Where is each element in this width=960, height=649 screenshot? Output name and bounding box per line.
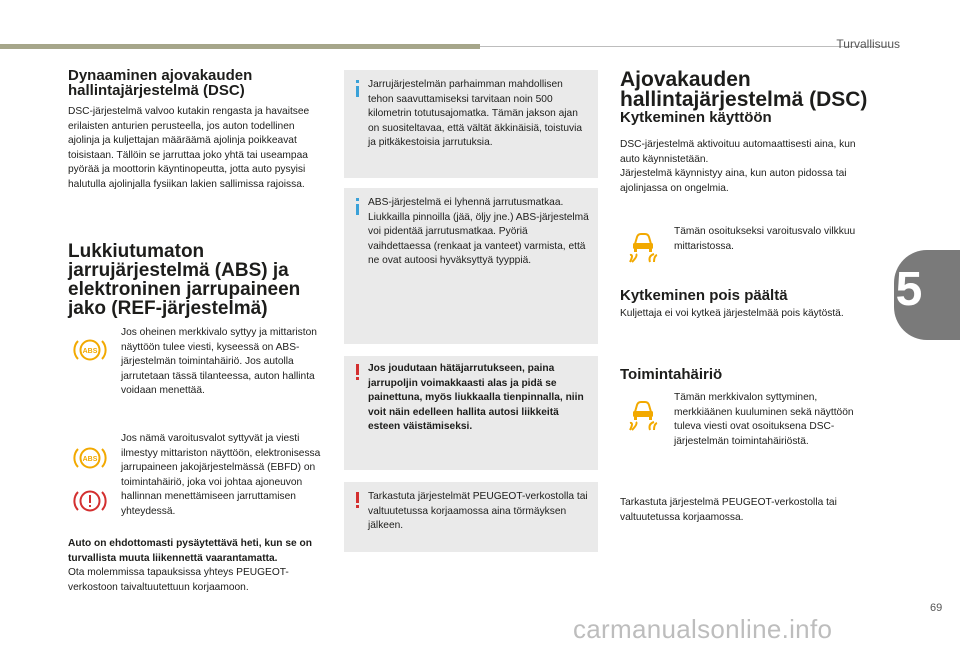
skid-warning-icon: [624, 228, 662, 264]
abs-ref-text: Jos nämä varoitusvalot syttyvät ja viesti ilmestyy mittariston näyttöön, elektronisessa jarrupaineen jakojärjestelmässä (EBFD) on toimintahäiriö, joka voi johtaa ajoneuvon hallinnan menettämiseen jarruttamisen yhteydessä.: [121, 433, 321, 517]
dsc-text: DSC-järjestelmä valvoo kutakin rengasta ja havaitsee erilaisten anturien perusteella, jos auton todellinen ajolinja ja kuljettajan määräämä ajolinja poikkeavat toisistaan. Tällöin se jarruttaa joko yhtä tai useampaa pyörää ja moottorin käyntinopeutta, jotta auto pysyisi halutulla ajolinjalla fysiikan lakien sallimissa rajoissa.: [68, 106, 310, 190]
skid-warning-icon-fault: [624, 396, 662, 432]
fault-heading: Toimintahäiriö: [620, 366, 723, 383]
watermark: carmanualsonline.info: [573, 614, 833, 644]
warning-icon-bar: [356, 492, 359, 503]
enable-text: DSC-järjestelmä aktivoituu automaattisesti aina, kun auto käynnistetään. Järjestelmä käynnistyy aina, kun auton pidossa tai ajolinjassa on ongelmia.: [620, 139, 856, 194]
abs-warning-text: Jos oheinen merkkivalo syttyy ja mittariston näyttöön tulee viesti, kyseessä on ABS-järjestelmän toimintahäiriö. Jos autolla jarrutetaan tässä tilanteessa, auton hallinta voidaan menettää.: [121, 327, 317, 396]
warning-icon-bar: [356, 364, 359, 375]
info-text-bedding: Jarrujärjestelmän parhaimman mahdollisen tehon saavuttamiseksi tarvitaan noin 500 kilometrin totutusajomatka. Tämän jakson ajan on suositeltavaa, että vältät äkkinäisiä, toistuvia ja pitkäkestoisia jarrutuksia.: [368, 79, 583, 148]
info-icon-bar: [356, 204, 359, 215]
dsc-main-heading: Ajovakauden hallintajärjestelmä (DSC): [620, 68, 868, 111]
abs-warning-icon-secondary: [72, 444, 108, 472]
abs-warning-icon: [72, 336, 108, 364]
brake-warning-icon: [72, 487, 108, 515]
info-text-abs: ABS-järjestelmä ei lyhennä jarrutusmatkaa. Liukkailla pinnoilla (jää, öljy jne.) ABS-järjestelmä voi pidentää jarrutusmatkaa. Pyöriä vaihdettaessa (renkaat ja vanteet) varmista, että ne ovat autoosi hyväksyttyä tyyppiä.: [368, 197, 589, 266]
disable-heading: Kytkeminen pois päältä: [620, 287, 788, 304]
fault-check-text: Tarkastuta järjestelmä PEUGEOT-verkostolla tai valtuutetussa korjaamossa.: [620, 497, 837, 523]
enable-heading: Kytkeminen käyttöön: [620, 109, 772, 126]
abs-heading: Lukkiutumaton jarrujärjestelmä (ABS) ja elektroninen jarrupaineen jako (REF-järjestelmä): [68, 241, 301, 319]
fault-text: Tämän merkkivalon syttyminen, merkkiäänen kuuluminen sekä näyttöön tuleva viesti ovat osoituksena DSC-järjestelmän toimintahäiriöstä.: [674, 392, 854, 447]
section-label: Turvallisuus: [836, 37, 900, 51]
info-icon: [356, 80, 359, 83]
svg-text:ABS: ABS: [82, 348, 98, 355]
warning-icon: [356, 377, 359, 380]
warning-text-collision: Tarkastuta järjestelmät PEUGEOT-verkostolla tai valtuutetussa korjaamossa aina törmäyksen jälkeen.: [368, 491, 588, 531]
warning-icon: [356, 505, 359, 508]
info-icon: [356, 198, 359, 201]
blink-text: Tämän osoitukseksi varoitusvalo vilkkuu mittaristossa.: [674, 226, 856, 252]
header-accent-bar: [0, 44, 480, 49]
stop-text-bold: Auto on ehdottomasti pysäytettävä heti, kun se on turvallista muuta liikennettä vaarantamatta.: [68, 538, 312, 564]
dsc-heading: Dynaaminen ajovakauden hallintajärjestelmä (DSC): [68, 67, 253, 99]
chapter-number: 5: [895, 263, 923, 316]
disable-text: Kuljettaja ei voi kytkeä järjestelmää pois käytöstä.: [620, 308, 844, 319]
stop-text: Ota molemmissa tapauksissa yhteys PEUGEOT-verkostoon taivaltuutettuun korjaamoon.: [68, 567, 289, 593]
info-icon-bar: [356, 86, 359, 97]
svg-text:ABS: ABS: [82, 456, 98, 463]
warning-text-emergency: Jos joudutaan hätäjarrutukseen, paina jarrupoljin voimakkaasti alas ja pidä se painettuna, myös liukkaalla tienpinnalla, niin voit näin edelleen hallita autosi liikkeitä esteen väistämiseksi.: [368, 363, 584, 432]
page-number: 69: [930, 602, 943, 614]
